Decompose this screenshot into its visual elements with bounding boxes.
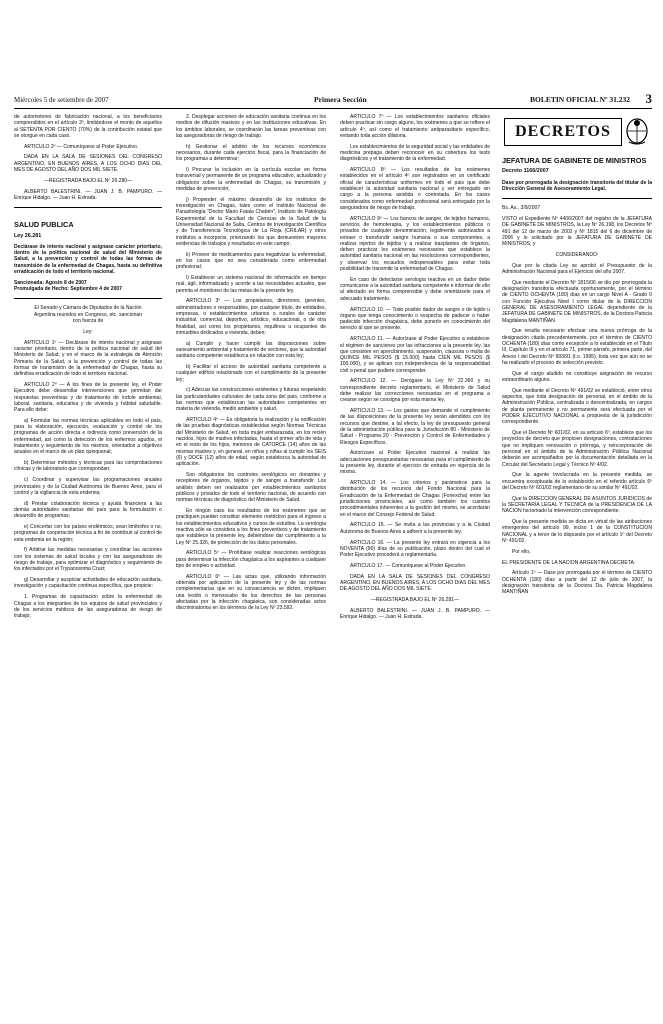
paragraph: En ningún caso los resultados de los exámenes que se practiquen pueden constituir elemento restrictivo para el ingreso a los establecimientos educativos y cursos de estudios. La serología reactiva sólo se considera a los fines preventivos y de tratamiento que establece la presente ley, debiéndose dar cumplimiento a la Ley Nº 25.326, de protección de los datos personales. [176,508,326,546]
preamble: El Senado y Cámara de Diputados de la Nación Argentina reunidos en Congreso, etc. sancionan con fuerza de [33,305,143,325]
paragraph: Que la agente involucrada en la presente medida, se encuentra exceptuada de lo establecido en el referido artículo 6º del Decreto Nº 601/02 reglamentario de su similar Nº 491/02. [502,472,652,491]
page-header [14,92,652,109]
paragraph: En caso de detectarse serología reactiva en un dador debe comunicarse a la autoridad sanitaria competente e informar de ello al afectado en forma comprensible y debe orientársele para el adecuado tratamiento. [340,276,490,302]
list-item: a) Formular las normas técnicas aplicables en todo el país, para la elaboración, ejecución, evaluación y control de los programas de acción directa e indirecta como prevención de la enfermedad, así como la detección de los enfermos agudos, el tratamiento y seguimiento de los mismos, orientados a objetivos anuales en el marco de un plan quinquenal; [14,417,162,456]
page-number: 3 [645,91,652,106]
section-title: SALUD PUBLICA [14,220,74,230]
header-date: Miércoles 5 de setiembre de 2007 [14,96,109,104]
paragraph: Que mediante el Decreto Nº 491/02 se estableció, entre otros aspectos, que toda designación de personal, en el ámbito de la Administración Pública, centralizada o descentralizada, en cargos de planta permanente y no permanente será efectuada por el PODER EJECUTIVO NACIONAL a propuesta de la jurisdicción correspondiente. [502,387,652,426]
article: ARTICULO 4º — Es obligatoria la realización y la notificación de las pruebas diagnósticas establecidas según Normas Técnicas del Ministerio de Salud, en toda mujer embarazada, en los recién nacidos, hijos de madres infectadas, hasta el primer año de vida y en el resto de los hijos, menores de CATORCE (14) años de las mismas madres y, en general, en niños y niñas al cumplir los SEIS (6) y DOCE (12) años de edad, según establezca la autoridad de aplicación. [176,417,326,468]
article: ARTICULO 3º — Los propietarios, directores, gerentes, administradores o responsables, por cualquier título, de entidades, empresas, o establecimientos urbanos o rurales de carácter industrial, comercial, deportivo, artístico, educacional, o de otra finalidad, así como los propietarios, inquilinos u ocupantes de inmuebles dedicados a vivienda, deben: [176,298,326,336]
list-item: d) Prestar colaboración técnica y ayuda financiera a las demás autoridades sanitarias del país para la formulación o desarrollo de programas; [14,500,162,520]
list-item: f) Arbitrar las medidas necesarias y coordinar las acciones con los sistemas de salud locales y con las aseguradoras de riesgo de trabajo, para optimizar el diagnóstico y seguimiento de los infectados por el Trypanosoma Cruzi; [14,547,162,573]
list-item: j) Propender el máximo desarrollo de los institutos de investigación en Chagas, tales como el Instituto Nacional de Parasitología "Doctor Mario Fatala Chabén", Instituto de Patología Experimental de la Facultad de Ciencias de la Salud de la Universidad Nacional de Salta, Centros de Investigación Científica y de Transferencia Tecnológica de La Rioja (CRILAR) y otros institutos a incorporar, priorizando los que demuestren mayores evidencias de trabajos y resultados en este campo; [176,196,326,247]
decree-place-date: Bs. As., 3/9/2007 [502,205,541,212]
registration: —REGISTRADA BAJO EL Nº 26.280— [43,177,133,184]
column-2 [176,114,326,616]
list-item: 1. Programas de capacitación sobre la enfermedad de Chagas a los integrantes de los equipos de salud provinciales y de los servicios médicos de las aseguradoras de riesgo de trabajo; [14,594,162,620]
article: ARTICULO 15. — Se invita a las provincias y a la Ciudad Autónoma de Buenos Aires a adherir a la presente ley. [340,522,490,535]
divider [14,298,162,299]
article: ARTICULO 5º — Prohíbase realizar reacciones serológicas para determinar la infección chagásica a los aspirantes a cualquier tipo de empleo o actividad. [176,550,326,569]
list-item: k) Proveer de medicamentos para negativizar la enfermedad, en los casos que no sea considerada como enfermedad profesional; [176,251,326,271]
paragraph: Que el Decreto Nº 601/02, en su artículo 6º, establece que los proyectos de decreto que propicien designaciones, contrataciones que no impliquen renovación o prórroga, y reincorporación de personal en el ámbito de la Administración Pública Nacional deberán ser acompañados por la documentación detallada en la Circular del Secretario Legal y Técnico Nº 4/02. [502,430,652,468]
decree-summary: Dase por prorrogada la designación transitoria del titular de la Dirección General de Asesoramiento Legal. [502,179,652,192]
article: ARTICULO 8º — Los resultados de los exámenes establecidos en el artículo 4º son registrados en un certificado oficial de características uniformes en todo el país que debe establecer la autoridad sanitaria nacional y ser entregado sin cargo a la persona asistida o controlada. En los casos considerados como enfermedad profesional será entregado por la aseguradora de riesgo de trabajo. [340,167,490,211]
article: ARTICULO 2º — A los fines de la presente ley, el Poder Ejecutivo debe desarrollar intervenciones que permitan dar respuestas preventivas y de tratamiento de índole ambiental, laboral, sanitaria, educativa y de vivienda y hábitat saludable. Para ello debe: [14,381,162,414]
article: ARTICULO 16. — La presente ley entrará en vigencia a los NOVENTA (90) días de su publicación, plazo dentro del cual el Poder Ejecutivo procederá a reglamentarla. [340,539,490,559]
considerando-label: CONSIDERANDO: [555,251,599,258]
article: ARTICULO 12. — Derógase la Ley Nº 22.360 y su correspondiente decreto reglamentario, el Ministerio de Salud debe realizar las correcciones necesarias en el programa a crearse según se consigna por esta misma ley. [340,378,490,404]
paragraph: 2. Desplegar acciones de educación sanitaria continua en los medios de difusión masivos y en las instituciones educativas. En los ámbitos laborales, se coordinarán las tareas preventivas con las aseguradoras de riesgo de trabajo. [176,114,326,139]
promulgation-date: Promulgada de Hecho: Septiembre 4 de 2007 [14,286,122,293]
list-item: i) Procurar la inclusión en la currícula escolar en forma transversal y permanente de un programa educativo, actualizado y obligatorio sobre la enfermedad de Chagas, su transmisión y medidas de prevención; [176,167,326,192]
list-item: h) Gestionar el arbitrio de los recursos económicos necesarios, durante cada ejercicio fiscal, para la financiación de los programas a determinar; [176,143,326,163]
decretos-label: DECRETOS [504,118,622,146]
paragraph: DADA EN LA SALA DE SESIONES DEL CONGRESO ARGENTINO, EN BUENOS AIRES, A LOS OCHO DIAS DEL MES DE AGOSTO DEL AÑO DOS MIL SIETE. [340,573,490,593]
paragraph: DADA EN LA SALA DE SESIONES DEL CONGRESO ARGENTINO, EN BUENOS AIRES, A LOS OCHO DIAS DEL MES DE AGOSTO DEL AÑO DOS MIL SIETE. [14,154,162,174]
sanction-date: Sancionada: Agosto 8 de 2007 [14,279,87,286]
article: ARTICULO 6º — Las actas que, utilizando información obtenida por aplicación de la presente ley y de las normas complementarias que en su consecuencia se dicten, impliquen una lesión o menoscabo de los derechos de las personas afectadas por la infección chagásica, son consideradas actos discriminatorios en los términos de la Ley Nº 23.592. [176,573,326,612]
header-section: Primera Sección [314,95,367,104]
paragraph: Que la DIRECCION GENERAL DE ASUNTOS JURIDICOS de la SECRETARIA LEGAL Y TECNICA de la PRESIDENCIA DE LA NACION ha tomado la intervención correspondiente. [502,495,652,515]
list-item: g) Desarrollar y auspiciar actividades de educación sanitaria, investigación y capacitación continua específica, que propicie: [14,577,162,590]
article: Artículo 1º — Dase por prorrogada por el término de CIENTO OCHENTA (180) días a partir del 12 de julio de 2007, la designación transitoria de la Doctora Da. Patricia Magdalena MANTIÑAN [502,570,652,596]
article: ARTICULO 1º — Declárase de interés nacional y asígnase carácter prioritario, dentro de la política nacional de salud del Ministerio de Salud, y en el marco de la estrategia de Atención Primaria de la Salud, a la prevención y control de todas las formas de transmisión de la enfermedad de Chagas, hasta su definitiva erradicación de todo el territorio nacional. [14,339,162,378]
column-4 [502,114,652,600]
list-item: b) Determinar métodos y técnicas para las comprobaciones clínicas y de laboratorio que correspondan; [14,460,162,473]
paragraph: Que mediante el Decreto Nº 1815/06 se dio por prorrogada la designación transitoria efectuada oportunamente, por el término de CIENTO OCHENTA (180) días en un cargo Nivel A - Grado 0 con Función Ejecutiva Nivel I como titular de la DIRECCION GENERAL DE ASESORAMIENTO LEGAL dependiente de la JEFATURA DE GABINETE DE MINISTROS, de la Doctora Patricia Magdalena MANTIÑAN. [502,279,652,324]
paragraph: de automotores de fabricación nacional, a los beneficiarios comprendidos en el artículo 3º, limitándose el monto de aquellos al SETENTA POR CIENTO (70%) de la contribución estatal que se otorgue en cada caso. [14,114,162,139]
paragraph: ARTICULO 2º — Comuníquese al Poder Ejecutivo. [24,143,139,150]
section-title: JEFATURA DE GABINETE DE MINISTROS [502,156,647,165]
paragraph: Que el cargo aludido no constituye asignación de recurso extraordinario alguno. [502,370,652,384]
list-item: a) Cumplir y hacer cumplir las disposiciones sobre saneamiento ambiental y tratamiento de vectores, que la autoridad sanitaria competente establezca en relación con esta ley; [176,340,326,360]
paragraph: Los establecimientos de la seguridad social y las entidades de medicina prepaga deben reconocer en su cobertura los tests diagnósticos y el tratamiento de la enfermedad. [340,143,490,163]
paragraph: Que por la citada Ley se aprobó el Presupuesto de la Administración Nacional para el Ejercicio del año 2007. [502,262,652,276]
divider [502,198,652,199]
article: ARTICULO 14. — Los criterios y parámetros para la distribución de los recursos del Fondo Nacional para la Erradicación de la Enfermedad de Chagas (Fonexcha) entre las jurisdicciones provinciales, así como también los cuentos procedimientales inherentes a la gestión del mismo, se acordarán en el marco del Consejo Federal de Salud. [340,480,490,518]
article: ARTICULO 10. — Todo posible dador de sangre o de tejido u órgano que tenga conocimiento o sospecha de padecer o haber padecido infección chagásica, debe ponerlo en conocimiento del servicio al que se presente. [340,306,490,332]
paragraph: Que la presente medida se dicta en virtud de las atribuciones emergentes del artículo 99, inciso 1 de la CONSTITUCION NACIONAL y a tenor de lo dispuesto por el artículo 1º del Decreto Nº 491/02. [502,519,652,545]
list-item: c) Coordinar y supervisar las programaciones anuales provinciales y de la Ciudad Autónoma de Buenos Aires, para el control y la vigilancia de esta endemia; [14,477,162,496]
decree-formula: EL PRESIDENTE DE LA NACION ARGENTINA DECRETA: [502,559,636,566]
signatures: ALBERTO BALESTRINI. — JUAN J. B. PAMPURO. — Enrique Hidalgo. — Juan H. Estrada. [14,188,162,201]
column-1 [14,114,162,624]
column-3 [340,114,490,625]
decree-number: Decreto 1166/2007 [502,168,549,175]
paragraph: Autorízase al Poder Ejecutivo nacional a realizar las adecuaciones presupuestarias necesarias para el cumplimiento de la presente ley, durante el ejercicio de entrada en vigencia de la misma. [340,450,490,476]
paragraph: Por ello, [512,548,531,555]
list-item: b) Facilitar el acceso de autoridad sanitaria competente a cualquier edificio relacionado con el cumplimiento de la presente ley; [176,364,326,383]
article: ARTICULO 13. — Los gastos que demande el cumplimiento de las disposiciones de la presente ley serán atendidos con los recursos que destine, a tal efecto, la ley de presupuesto general de la administración pública para la Jurisdicción 80 - Ministerio de Salud - Programa 20 - Prevención y Control de Enfermedades y Riesgos Específicos. [340,408,490,446]
article: ARTICULO 7º — Los establecimientos sanitarios oficiales deben practicar sin cargo alguno, los exámenes a que se refiere el artículo 4º, así como el tratamiento antiparasitario específico, evitando toda acción dilatoria. [340,114,490,139]
list-item: c) Adecuar las construcciones existentes y futuras respetando las particularidades culturales de cada zona del país, conforme a las normas que establezcan las autoridades competentes en materia de vivienda, medio ambiente y salud. [176,387,326,413]
article: ARTICULO 9º — Los bancos de sangre, de tejidos humanos, servicios de hemoterapia, y los establecimientos públicos o privados de cualquier denominación, legalmente autorizados a extraer o transfundir sangre humana o sus componentes, a realizar injertos de tejidos y a realizar trasplantes de órganos, deben practicar los exámenes necesarios que establece la autoridad sanitaria nacional en las resoluciones correspondientes, y observar los recaudos indispensables para evitar toda posibilidad de transmitir la enfermedad de Chagas. [340,215,490,273]
list-item: l) Establecer un sistema nacional de información en tiempo real, ágil, informatizado y acorde a las necesidades actuales, que permita el monitoreo de las metas de la presente ley. [176,275,326,294]
article: ARTICULO 17. — Comuníquese al Poder Ejecutivo. [350,562,467,569]
registration: —REGISTRADA BAJO EL Nº 26.281— [370,597,460,604]
article: ARTICULO 11. — Autorízase al Poder Ejecutivo a establecer el régimen de sanciones por las infracciones a la presente ley, las que consisten en apercibimiento, suspensión, clausura o multa de QUINCE MIL PESOS ($ 15.000) hasta CIEN MIL PESOS ($ 100.000), y se aplican con independencia de la responsabilidad civil o penal que pudiere corresponder. [340,336,490,374]
law-summary: Declárase de interés nacional y asígnase carácter prioritario, dentro de la política nacional de salud del Ministerio de Salud, a la prevención y control de todas las formas de transmisión de la enfermedad de Chagas, hasta su definitiva erradicación de todo el territorio nacional. [14,243,162,276]
signatures: ALBERTO BALESTRINI. — JUAN J. B. PAMPURO. — Enrique Hidalgo. — Juan H. Estrada. [340,607,490,621]
ley-label: Ley: [83,328,93,335]
paragraph: Son obligatorios los controles serológicos en donantes y receptores de órganos, tejidos y de sangre a transfundir. Los análisis deben ser realizados por establecimientos sanitarios públicos y privados de todo el territorio nacional, de acuerdo con normas técnicas de diagnóstico del Ministerio de Salud. [176,472,326,504]
divider [14,207,162,208]
law-number: Ley 26.281 [14,232,42,239]
header-bulletin: BOLETIN OFICIAL Nº 31.232 [530,95,630,104]
list-item: e) Concertar con los países endémicos, sean limítrofes o no, programas de cooperación técnica a fin de contribuir al control de esta endemia en la región; [14,524,162,543]
paragraph: Que resulta necesario efectuar una nueva prórroga de la designación citada precedentemente, por el término de CIENTO OCHENTA (180) días como excepción a lo establecido en el Título III, Capítulo III y en el artículo 71, primer párrafo, primera parte, del Anexo I del Decreto Nº 993/91 (t.o. 1995), toda vez que aún no se ha realizado el proceso de selección previsto. [502,328,652,366]
paragraph: VISTO el Expediente Nº 4406/2007 del registro de la JEFATURA DE GABINETE DE MINISTROS, la Ley Nº 26.198, los Decretos Nº 491 del 12 de marzo de 2002 y Nº 1815 del 6 de diciembre de 2006 y lo solicitado por la JEFATURA DE GABINETE DE MINISTROS, y [502,215,652,248]
